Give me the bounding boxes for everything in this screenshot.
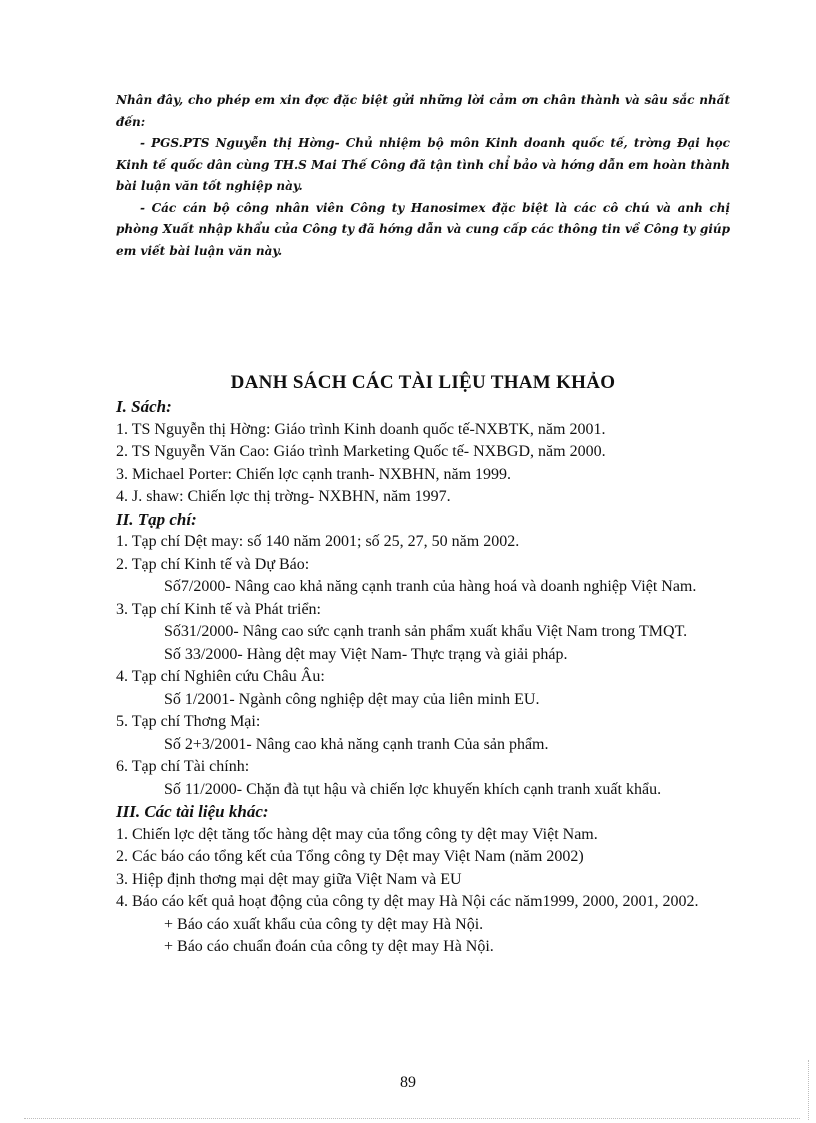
list-item: 1. Chiến lợc dệt tăng tốc hàng dệt may của tổng công ty dệt may Việt Nam.	[116, 825, 598, 843]
references-title: DANH SÁCH CÁC TÀI LIỆU THAM KHẢO	[230, 372, 616, 393]
list-item: 3. Tạp chí Kinh tế và Phát triển:	[116, 600, 321, 618]
list-subitem: + Báo cáo chuẩn đoán của công ty dệt may Hà Nội.	[164, 938, 494, 955]
list-item: 4. Báo cáo kết quả hoạt động của công ty dệt may Hà Nội các năm1999, 2000, 2001, 2002.	[116, 893, 699, 910]
list-subitem: Số 1/2001- Ngành công nghiệp dệt may của liên minh EU.	[164, 690, 540, 708]
list-subitem: + Báo cáo xuất khẩu của công ty dệt may Hà Nội.	[164, 915, 484, 933]
list-item: 5. Tạp chí Thơng Mại:	[116, 713, 261, 730]
list-item: 4. J. shaw: Chiến lợc thị trờng- NXBHN, năm 1997.	[116, 488, 451, 505]
list-item: 4. Tạp chí Nghiên cứu Châu Âu:	[116, 668, 325, 685]
section-heading-others: III. Các tài liệu khác:	[116, 802, 269, 821]
section-heading-books: I. Sách:	[116, 397, 172, 416]
list-item: 1. Tạp chí Dệt may: số 140 năm 2001; số 25, 27, 50 năm 2002.	[116, 533, 520, 550]
list-item: 2. TS Nguyễn Văn Cao: Giáo trình Marketing Quốc tế- NXBGD, năm 2000.	[116, 443, 606, 460]
list-item: 3. Michael Porter: Chiến lợc cạnh tranh- NXBHN, năm 1999.	[116, 465, 512, 483]
list-subitem: Số31/2000- Nâng cao sức cạnh tranh sản phẩm xuất khẩu Việt Nam trong TMQT.	[164, 623, 688, 640]
acknowledgement-item: - PGS.PTS Nguyễn thị Hờng- Chủ nhiệm bộ môn Kinh doanh quốc tế, trờng Đại học Kinh tế quốc dân cùng TH.S Mai Thế Công đã tận tình chỉ bảo và hớng dẫn em hoàn thành bài luận văn tốt nghiệp này.	[116, 136, 730, 193]
page-corner-divider	[808, 1060, 809, 1120]
acknowledgement-item: - Các cán bộ công nhân viên Công ty Hanosimex đặc biệt là các cô chú và anh chị phòng Xuất nhập khẩu của Công ty đã hớng dẫn và cung cấp các thông tin về Công ty giúp em viết bài luận văn này.	[116, 200, 730, 258]
page-bottom-divider	[24, 1118, 800, 1119]
acknowledgement-section	[116, 90, 730, 262]
references-body	[116, 396, 730, 959]
list-subitem: Số 33/2000- Hàng dệt may Việt Nam- Thực trạng và giải pháp.	[164, 645, 568, 663]
page-number: 89	[400, 1074, 416, 1091]
list-item: 1. TS Nguyễn thị Hờng: Giáo trình Kinh doanh quốc tế-NXBTK, năm 2001.	[116, 420, 606, 438]
list-item: 2. Tạp chí Kinh tế và Dự Báo:	[116, 555, 310, 573]
list-item: 2. Các báo cáo tổng kết của Tổng công ty Dệt may Việt Nam (năm 2002)	[116, 848, 584, 865]
list-subitem: Số 2+3/2001- Nâng cao khả năng cạnh tranh Của sản phẩm.	[164, 735, 549, 753]
list-item: 3. Hiệp định thơng mại dệt may giữa Việt Nam và EU	[116, 870, 462, 888]
section-heading-journals: II. Tạp chí:	[116, 509, 197, 529]
acknowledgement-intro: Nhân đây, cho phép em xin đợc đặc biệt gửi những lời cảm ơn chân thành và sâu sắc nhất đến:	[116, 93, 730, 129]
list-item: 6. Tạp chí Tài chính:	[116, 758, 250, 775]
list-subitem: Số 11/2000- Chặn đà tụt hậu và chiến lợc khuyến khích cạnh tranh xuất khẩu.	[164, 780, 662, 798]
list-subitem: Số7/2000- Nâng cao khả năng cạnh tranh của hàng hoá và doanh nghiệp Việt Nam.	[164, 578, 697, 595]
